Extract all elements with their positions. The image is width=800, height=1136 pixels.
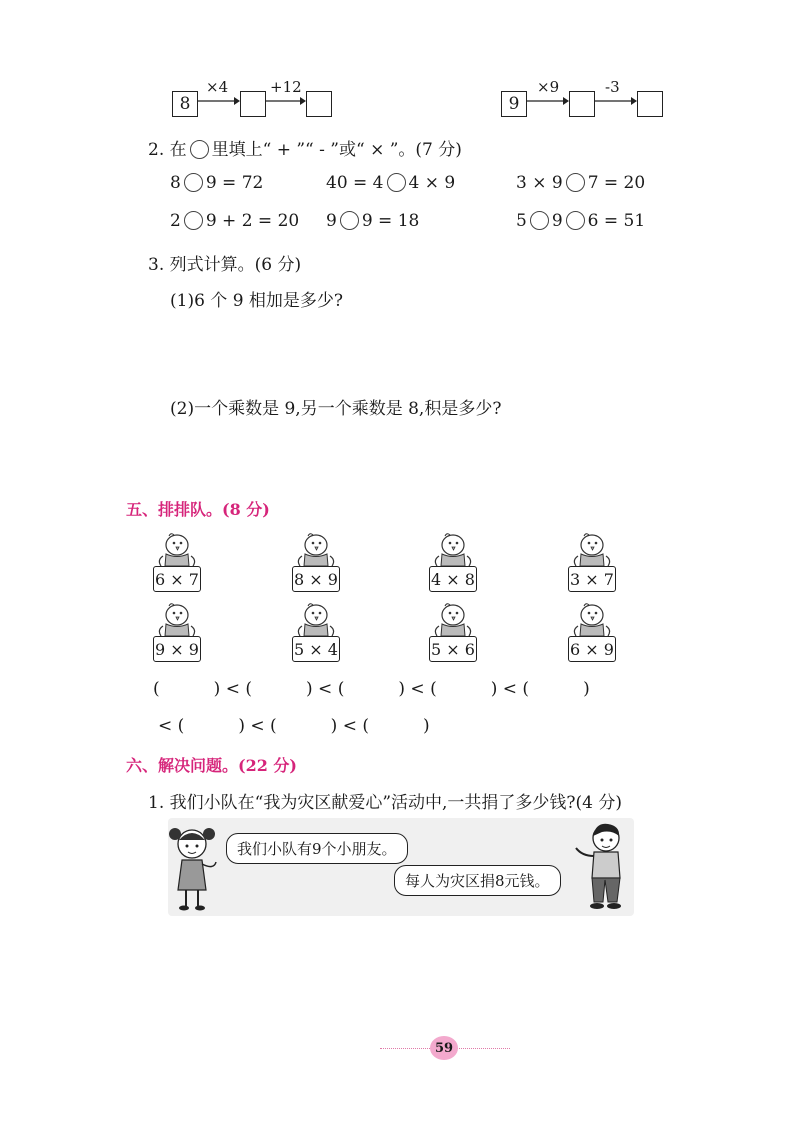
section-5-title: 五、排排队。(8 分) [126, 500, 270, 519]
arrow-right-icon [527, 96, 569, 106]
chain-2-op2: -3 [605, 78, 620, 96]
chick-icon [153, 602, 203, 638]
chain-1-answer-box-1[interactable] [240, 91, 266, 117]
chain-2-op1: ×9 [537, 78, 560, 96]
q2-item-6: 5 9 6 = 51 [516, 211, 646, 231]
order-line-2[interactable]: < ( ) < ( ) < ( ) [158, 716, 430, 736]
circle-blank-icon [190, 140, 209, 159]
q3-part-1: (1)6 个 9 相加是多少? [170, 291, 344, 311]
chick-card [153, 532, 203, 604]
chick-card [429, 602, 479, 674]
q2-item-4: 2 9 + 2 = 20 [170, 211, 300, 231]
chick-icon [429, 532, 479, 568]
q2-item-3: 3 × 9 7 = 20 [516, 173, 646, 193]
card-label: 3 × 7 [568, 566, 616, 592]
chick-card [292, 602, 342, 674]
answer-circle[interactable] [566, 211, 585, 230]
chick-card [153, 602, 203, 674]
q3-part-2: (2)一个乘数是 9,另一个乘数是 8,积是多少? [170, 399, 502, 419]
chain-2-answer-box-1[interactable] [569, 91, 595, 117]
girl-icon [168, 820, 224, 914]
card-label: 6 × 7 [153, 566, 201, 592]
answer-circle[interactable] [184, 173, 203, 192]
chick-icon [568, 532, 618, 568]
page-number: 59 [430, 1036, 458, 1060]
answer-circle[interactable] [340, 211, 359, 230]
arrow-right-icon [266, 96, 306, 106]
card-label: 4 × 8 [429, 566, 477, 592]
q2-item-1: 8 9 = 72 [170, 173, 264, 193]
chain-1-answer-box-2[interactable] [306, 91, 332, 117]
card-label: 5 × 4 [292, 636, 340, 662]
footer-divider-right [455, 1048, 510, 1049]
answer-circle[interactable] [566, 173, 585, 192]
chick-card [429, 532, 479, 604]
chain-2-start-box: 9 [501, 91, 527, 117]
boy-icon [572, 818, 634, 914]
speech-bubble-girl: 我们小队有9个小朋友。 [226, 833, 408, 864]
q2-item-2: 40 = 4 4 × 9 [326, 173, 456, 193]
chick-icon [292, 532, 342, 568]
chick-card [568, 602, 618, 674]
q6-1-text: 1. 我们小队在“我为灾区献爱心”活动中,一共捐了多少钱?(4 分) [148, 793, 623, 813]
order-line-1[interactable]: ( ) < ( ) < ( ) < ( ) < ( ) [153, 679, 590, 699]
chain-1-op1: ×4 [206, 78, 229, 96]
chick-icon [292, 602, 342, 638]
speech-bubble-boy: 每人为灾区捐8元钱。 [394, 865, 561, 896]
chick-icon [429, 602, 479, 638]
chain-2-answer-box-2[interactable] [637, 91, 663, 117]
chick-card [292, 532, 342, 604]
q3-title: 3. 列式计算。(6 分) [148, 255, 302, 275]
q2-title: 2. 在 里填上“ + ”“ - ”或“ × ”。(7 分) [148, 140, 462, 160]
chick-icon [153, 532, 203, 568]
card-label: 5 × 6 [429, 636, 477, 662]
answer-circle[interactable] [387, 173, 406, 192]
card-label: 6 × 9 [568, 636, 616, 662]
answer-circle[interactable] [184, 211, 203, 230]
chain-1-op2: +12 [270, 78, 302, 96]
chick-icon [568, 602, 618, 638]
section-6-title: 六、解决问题。(22 分) [126, 756, 297, 775]
chick-card [568, 532, 618, 604]
chain-1-start-box: 8 [172, 91, 198, 117]
card-label: 8 × 9 [292, 566, 340, 592]
q2-item-5: 9 9 = 18 [326, 211, 420, 231]
arrow-right-icon [595, 96, 637, 106]
card-label: 9 × 9 [153, 636, 201, 662]
answer-circle[interactable] [530, 211, 549, 230]
arrow-right-icon [198, 96, 240, 106]
